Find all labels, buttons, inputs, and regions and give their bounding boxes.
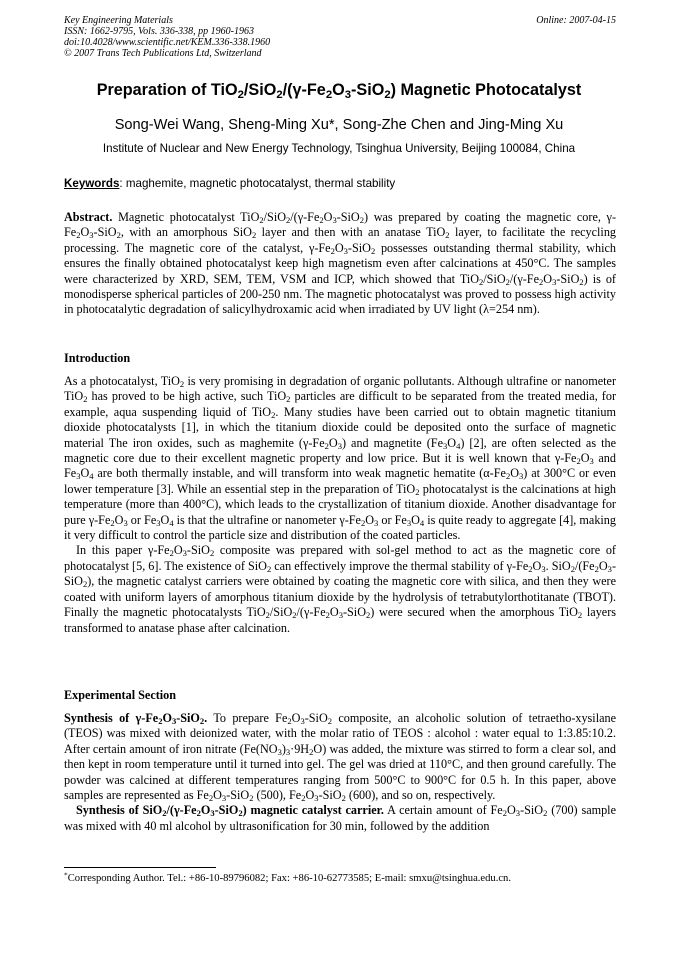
author-list: Song-Wei Wang, Sheng-Ming Xu*, Song-Zhe Chen and Jing-Ming Xu (114, 117, 564, 133)
intro-paragraph-1: As a photocatalyst, TiO$_2$ is very promising in degradation of organic pollutants. Although ultrafine or nanometer TiO$_2$ has proved to be high active, such TiO$_2$ particles are difficult to be separated from the treated media, for example, aqua suspending liquid of TiO$_2$. Many studies have been carried out to obtain magnetic titanium dioxide photocatalysts [1], in which the titanium dioxide could be deposited onto the surface of magnetic material The iron oxides, such as maghemite $(\gamma-Fe_2O_3)$ and magnetite $(Fe_3O_4)$ [2], are often selected as the magnetic core due to their excellent magnetic property and low price. But it is well known that $\gamma-Fe_2O_3$ and $Fe_3O_4$ are both thermally instable, and will transform into weak magnetic hematite $(\alpha-Fe_2O_3)$ at 300°C or even lower temperature [3]. While an essential step in the preparation of TiO$_2$ photocatalyst is the calcinations at high temperature (more than 400°C), which leads to the crystallization of titanium dioxide. Another disadvantage for pure $\gamma-Fe_2O_3$ or $Fe_3O_4$ is that the ultrafine or nanometer $\gamma-Fe_2O_3$ or $Fe_3O_4$ is quite ready to aggregate [4], making it very difficult to control the particle size and distribution of the coated particles. (64, 374, 617, 543)
introduction-heading: Introduction (64, 351, 131, 365)
intro-paragraph-2: In this paper $\gamma-Fe_2O_3-SiO_2$ composite was prepared with sol-gel method to act as the magnetic core of photocatalyst [5, 6]. The existence of SiO$_2$ can effectively improve the thermal stability of $\gamma-Fe_2O_3$. $SiO_2/(Fe_2O_3-SiO_2)$, the magnetic catalyst carriers were obtained by coating the magnetic core with silica, and then they were coated with uniform layers of amorphous titanium dioxide by the hydrolysis of tetrabutylorthotitanate (TBOT). Finally the magnetic photocatalysts $TiO_2/SiO_2/(\gamma-Fe_2O_3-SiO_2)$ were secured when the amorphous TiO$_2$ layers transformed to anatase phase after calcination. (64, 543, 616, 635)
journal-name: Key Engineering Materials (64, 15, 173, 26)
experimental-heading: Experimental Section (64, 688, 177, 702)
footnote-text: Corresponding Author. Tel.: +86-10-89796082; Fax: +86-10-62773585; E-mail: smxu@tsinghua.edu.cn. (67, 873, 512, 884)
footnote (64, 870, 616, 884)
exp-text-2: A certain amount of $Fe_2O_3-SiO_2$ (700) sample was mixed with 40 ml alcohol by ultrasonification for 30 min, followed by the addition (64, 803, 616, 833)
journal-header (64, 15, 616, 59)
footnote-mark: * (64, 870, 68, 880)
exp-subheading-2: Synthesis of $SiO_2/(\gamma-Fe_2O_3-SiO_2)$ magnetic catalyst carrier. (76, 803, 384, 819)
issn-line: ISSN: 1662-9795, Vols. 336-338, pp 1960-1963 (64, 26, 254, 37)
exp-paragraph-2 (64, 803, 616, 834)
abstract-label: Abstract. (64, 210, 113, 224)
experimental-section (64, 711, 616, 834)
keywords-line (64, 177, 616, 190)
abstract-text: Magnetic photocatalyst $TiO_2/SiO_2/(\gamma-Fe_2O_3-SiO_2)$ was prepared by coating the magnetic core, $\gamma-Fe_2O_3-SiO_2$, with an amorphous SiO$_2$ layer and then with an anatase TiO$_2$ layer, to facilitate the recycling processing. The magnetic core of the catalyst, $\gamma-Fe_2O_3-SiO_2$ possesses outstanding thermal stability, which ensures the finally obtained photocatalyst keep high magnetism even after calcinations at 450°C. The samples were characterized by XRD, SEM, TEM, VSM and ICP, which showed that $TiO_2/SiO_2/(\gamma-Fe_2O_3-SiO_2)$ is of monodisperse spherical particles of 200-250 nm. The magnetic photocatalyst was proved to possess high activity in photocatalytic degradation of salicylhydroxamic acid when irradiated by UV light (λ=254 nm). (64, 210, 617, 317)
abstract (64, 210, 616, 318)
online-date: Online: 2007-04-15 (536, 15, 616, 26)
keywords-text: : maghemite, magnetic photocatalyst, thermal stability (119, 177, 396, 190)
exp-subheading-1: Synthesis of $\gamma-Fe_2O_3-SiO_2$. (64, 711, 208, 727)
footnote-divider (64, 867, 216, 868)
exp-text-1: To prepare $Fe_2O_3-SiO_2$ composite, an alcoholic solution of tetraetho-xysilane (TEOS) was mixed with deionized water, with the molar ratio of TEOS : alcohol : water equal to 1:3.85:10.2. After certain amount of iron nitrate $(Fe(NO_3)_3\cdot 9H_2O)$ was added, the mixture was stirred to form a clear sol, and then kept in room temperature until it turned into gel. The gel was dried at 110°C, and then ground carefully. The powder was calcined at different temperatures ranging from 500°C to 900°C for 0.5 h. In this paper, above samples are represented as $Fe_2O_3-SiO_2$ (500), $Fe_2O_3-SiO_2$ (600), and so on, respectively. (64, 711, 616, 804)
introduction-section (64, 374, 616, 636)
copyright-line: © 2007 Trans Tech Publications Ltd, Switzerland (64, 48, 262, 59)
doi-line: doi:10.4028/www.scientific.net/KEM.336-338.1960 (64, 37, 271, 48)
keywords-label: Keywords (64, 177, 120, 190)
paper-title: Preparation of $TiO_2/SiO_2/(\gamma-Fe_2O_3-SiO_2)$ Magnetic Photocatalyst (96, 81, 582, 101)
affiliation: Institute of Nuclear and New Energy Technology, Tsinghua University, Beijing 100084, China (102, 142, 576, 155)
exp-paragraph-1 (64, 711, 616, 803)
